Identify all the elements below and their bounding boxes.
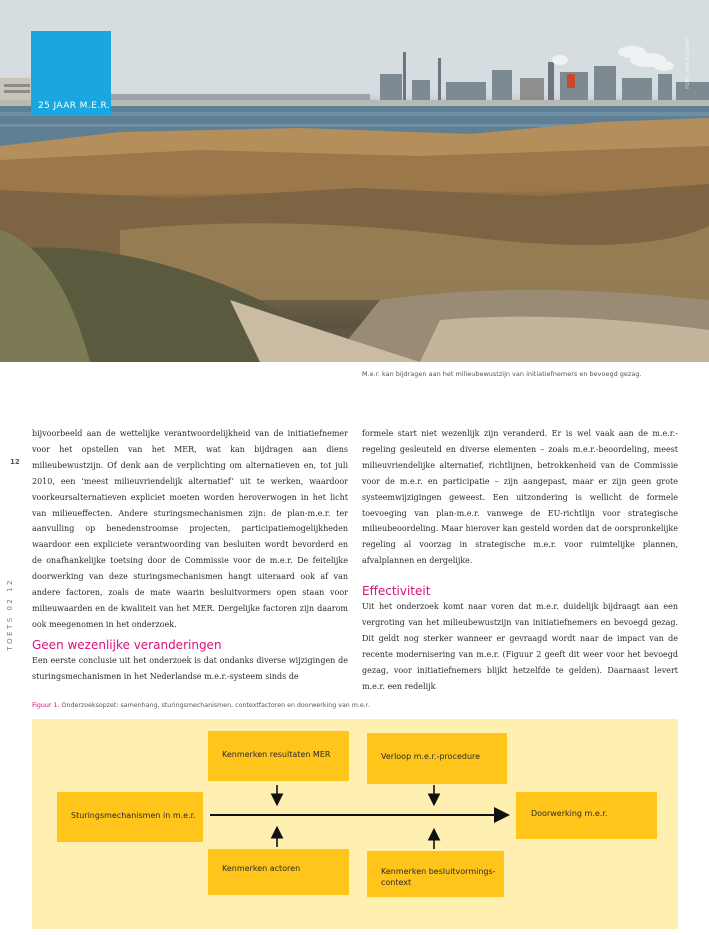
box-impact: Doorwerking m.e.r.: [516, 792, 657, 839]
running-head: TOETS 02 12: [6, 578, 14, 651]
section-heading: Effectiviteit: [362, 584, 431, 599]
box-steering-mechanisms: Sturingsmechanismen in m.e.r.: [57, 792, 203, 842]
figure-caption-text: Onderzoeksopzet: samenhang, sturingsmechanismen, contextfactoren en doorwerking van m.e.r.: [59, 702, 370, 709]
photo-credit: FOTO: NIELS SCHEEF: [686, 36, 691, 89]
box-mer-results: Kenmerken resultaten MER: [208, 731, 349, 781]
figure-number: Figuur 1.: [32, 702, 60, 709]
text-column-left: [32, 426, 348, 685]
box-procedure: Verloop m.e.r.-procedure: [367, 733, 507, 784]
paragraph: bijvoorbeeld aan de wettelijke verantwoordelijkheid van de initiatiefnemer voor het opstellen van het MER, wat kan bijdragen aan diens milieubewustzijn. Of denk aan de verplichting om alternatieven en, tot juli 2010, een ‘meest milieuvriendelijk alternatief’ uit te werken, waardoor voorkeursalternatieven expliciet moeten worden heroverwogen in het licht van milieueffecten. Andere sturingsmechanismen zijn: de plan-m.e.r. ter aanvulling op benedenstroomse projecten, participatiemogelijkheden waardoor een expliciete verantwoording van besluiten wordt bevorderd en de onafhankelijke toetsing door de Commissie voor de m.e.r. De feitelijke doorwerking van deze sturingsmechanismen hangt uiteraard ook af van andere factoren, zoals de mate waarin besluitvormers open staan voor milieuwaarden en de kwaliteit van het MER. Dergelijke factoren zijn daarom ook meegenomen in het onderzoek.: [32, 429, 348, 629]
text-column-right: [362, 426, 678, 695]
paragraph: Een eerste conclusie uit het onderzoek is dat ondanks diverse wijzigingen de sturingsmechanismen in het Nederlandse m.e.r.-systeem sinds de: [32, 655, 348, 681]
paragraph: formele start niet wezenlijk zijn veranderd. Er is wel vaak aan de m.e.r.-regeling gesleuteld en diverse elementen – zoals m.e.r.-beoordeling, meest milieuvriendelijke alternatief, richtlijnen, betrokkenheid van de Commissie voor de m.e.r. en participatie – zijn aangepast, maar er zijn geen grote systeemwijzigingen geweest. Een uitzondering is wellicht de formele toevoeging van plan-m.e.r. vanwege de EU-richtlijn voor strategische milieubeoordeling. Maar hierover kan gesteld worden dat de oorspronkelijke regeling al voorzag in strategische m.e.r. voor ruimtelijke plannen, afvalplannen en dergelijke.: [362, 429, 678, 566]
paragraph: Uit het onderzoek komt naar voren dat m.e.r. duidelijk bijdraagt aan een vergroting van het milieubewustzijn van initiatiefnemers en bevoegd gezag. Dit geldt nog sterker wanneer er gevraagd wordt naar de impact van de recente modernisering van m.e.r. (Figuur 2 geeft dit weer voor het bevoegd gezag, voor initiatiefnemers blijkt hetzelfde te gelden). Daarnaast levert m.e.r. een redelijk: [362, 602, 678, 691]
research-design-diagram: [32, 719, 678, 929]
section-heading: Geen wezenlijke veranderingen: [32, 637, 222, 652]
figure-caption: [32, 702, 370, 709]
section-badge-label: 25 JAAR M.E.R.: [38, 101, 111, 111]
page-number: 12: [10, 458, 20, 466]
photo-caption: M.e.r. kan bijdragen aan het milieubewustzijn van initiatiefnemers en bevoegd gezag.: [362, 370, 642, 378]
box-decision-context: Kenmerken besluitvormings- context: [367, 851, 504, 897]
box-actors: Kenmerken actoren: [208, 849, 349, 895]
